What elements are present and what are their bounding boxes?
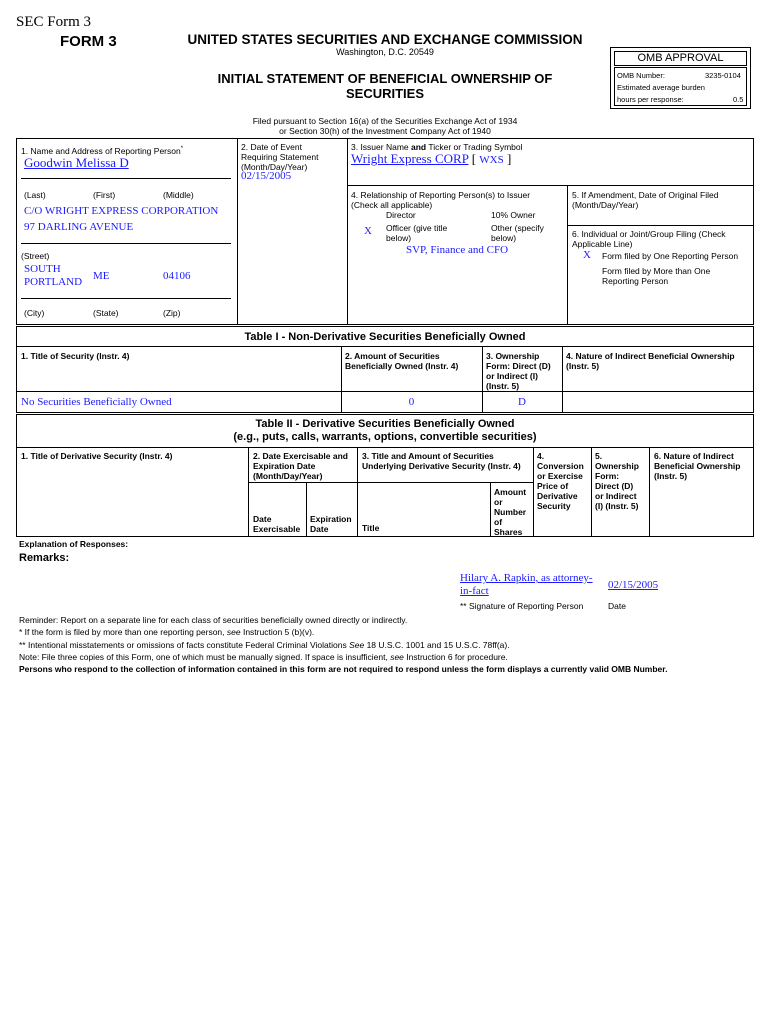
- officer-label-1: Officer (give title: [386, 223, 448, 233]
- box1-label-mark: *: [180, 146, 184, 152]
- t1-col4-line2: (Instr. 5): [566, 361, 600, 371]
- signature-date-label: Date: [608, 601, 626, 611]
- box4-label-1: 4. Relationship of Reporting Person(s) to Issuer: [351, 190, 531, 200]
- box6-label-2: Applicable Line): [572, 239, 633, 249]
- doc-title: SEC Form 3: [16, 14, 92, 30]
- more-label-1: Form filed by More than One: [602, 266, 711, 276]
- address-line-1: C/O WRIGHT EXPRESS CORPORATION: [24, 205, 219, 217]
- omb-hours-value: 0.5: [733, 95, 744, 104]
- box3-label: 3. Issuer Name and Ticker or Trading Symbol: [351, 142, 523, 152]
- box2-label-3: (Month/Day/Year): [241, 162, 308, 172]
- t2-col4-line2: Conversion: [537, 461, 584, 471]
- box2-label: [241, 142, 319, 172]
- omb-hours-label: hours per response:: [617, 95, 684, 104]
- other-option[interactable]: [491, 223, 544, 243]
- t2-sub-amount-line1: Amount: [494, 487, 527, 497]
- t2-col2-line1: 2. Date Exercisable and: [253, 451, 348, 461]
- t2-col6-line3: (Instr. 5): [654, 471, 688, 481]
- director-option[interactable]: Director: [386, 210, 416, 220]
- table-2-title-2: (e.g., puts, calls, warrants, options, convertible securities): [233, 431, 537, 443]
- zip-label: (Zip): [163, 308, 181, 318]
- omb-number-value: 3235-0104: [705, 71, 741, 80]
- t2-sub-amount-line3: Number: [494, 507, 527, 517]
- table-1-col-ownership: [486, 351, 551, 391]
- middle-label: (Middle): [163, 190, 194, 200]
- city-label: (City): [24, 308, 45, 318]
- agency-title: UNITED STATES SECURITIES AND EXCHANGE COMMISSION: [187, 32, 583, 47]
- street-label: (Street): [21, 251, 50, 261]
- table-1-row-title: No Securities Beneficially Owned: [21, 396, 172, 408]
- signature-name[interactable]: [460, 572, 593, 598]
- t2-col5-line1: 5.: [595, 451, 603, 461]
- table-2-sub-expiration: [310, 514, 352, 534]
- signature-line-1: Hilary A. Rapkin, as attorney-: [460, 572, 593, 584]
- one-person-checkmark: X: [583, 249, 591, 261]
- t2-col5-line4: Direct (D): [595, 481, 634, 491]
- officer-option[interactable]: [386, 223, 447, 243]
- bracket-open: [: [471, 151, 477, 166]
- issuer: [351, 151, 511, 167]
- footer-line-1: Reminder: Report on a separate line for each class of securities beneficially owned directly or indirectly.: [19, 615, 408, 625]
- t2-sub-exp-line1: Expiration: [310, 514, 352, 524]
- t2-col4-line4: Price of: [537, 481, 569, 491]
- one-person-option[interactable]: Form filed by One Reporting Person: [602, 251, 739, 261]
- t2-col2-line2: Expiration Date: [253, 461, 316, 471]
- box5-label-2: (Month/Day/Year): [572, 200, 639, 210]
- t2-col5-line3: Form:: [595, 471, 620, 481]
- signature-label: ** Signature of Reporting Person: [460, 601, 584, 611]
- city-line-2: PORTLAND: [24, 276, 83, 288]
- footer-line-5: Persons who respond to the collection of information contained in this form are not required to respond unless the form displays a currently valid OMB Number.: [19, 664, 668, 675]
- ten-percent-owner-option[interactable]: 10% Owner: [491, 210, 536, 220]
- table-2-col-title: 1. Title of Derivative Security (Instr. 4): [21, 451, 173, 461]
- officer-title: SVP, Finance and CFO: [405, 244, 509, 256]
- table-1-col-title: 1. Title of Security (Instr. 4): [21, 351, 130, 361]
- box6-label-1: 6. Individual or Joint/Group Filing (Check: [572, 229, 726, 239]
- table-2-title: [16, 418, 754, 444]
- t2-col5-line6: (I) (Instr. 5): [595, 501, 639, 511]
- remarks-label: Remarks:: [19, 552, 70, 564]
- table-2-col-ownership: [595, 451, 639, 511]
- table-2-sub-date-exercisable: [253, 514, 300, 534]
- box4-label: [351, 190, 530, 210]
- footer-notes: [19, 614, 667, 675]
- t2-col4-line5: Derivative: [537, 491, 578, 501]
- form-label: FORM 3: [60, 33, 117, 50]
- other-label-2: below): [491, 233, 517, 243]
- t2-col6-line1: 6. Nature of Indirect: [654, 451, 734, 461]
- t2-col4-line3: or Exercise: [537, 471, 583, 481]
- officer-checkmark: X: [364, 225, 372, 237]
- table-1-row-amount: 0: [408, 396, 415, 408]
- table-1-col-nature: [566, 351, 735, 371]
- city: [24, 263, 82, 289]
- box4-label-2: (Check all applicable): [351, 200, 433, 210]
- bracket-close: ]: [507, 151, 512, 166]
- table-1-row-form: D: [518, 396, 526, 408]
- first-label: (First): [93, 190, 116, 200]
- t1-col2-line1: 2. Amount of Securities: [345, 351, 440, 361]
- state: ME: [93, 270, 110, 282]
- t1-col3-line2: Form: Direct (D): [486, 361, 551, 371]
- t1-col2-line2: Beneficially Owned (Instr. 4): [345, 361, 459, 371]
- signature-line-2: in-fact: [460, 585, 489, 597]
- other-label-1: Other (specify: [491, 223, 544, 233]
- box5-label-1: 5. If Amendment, Date of Original Filed: [572, 190, 719, 200]
- table-2-title-1: Table II - Derivative Securities Beneficially Owned: [255, 418, 515, 430]
- t1-col4-line1: 4. Nature of Indirect Beneficial Ownership: [566, 351, 735, 361]
- event-date: 02/15/2005: [241, 170, 292, 182]
- t2-sub-exp-line2: Date: [310, 524, 329, 534]
- more-label-2: Reporting Person: [602, 276, 669, 286]
- more-persons-option[interactable]: [602, 266, 710, 286]
- officer-label-2: below): [386, 233, 412, 243]
- table-2-col-nature: [654, 451, 740, 481]
- filed-pursuant: [175, 116, 595, 136]
- last-label: (Last): [24, 190, 46, 200]
- box2-label-1: 2. Date of Event: [241, 142, 302, 152]
- t2-sub-amount-line2: or: [494, 497, 503, 507]
- omb-burden-label: Estimated average burden: [617, 83, 705, 92]
- t2-col4-line6: Security: [537, 501, 571, 511]
- filed-pursuant-line1: Filed pursuant to Section 16(a) of the Securities Exchange Act of 1934: [252, 116, 518, 126]
- table-1-title: Table I - Non-Derivative Securities Beneficially Owned: [244, 331, 526, 343]
- zip: 04106: [163, 270, 191, 282]
- t2-sub-amount-line4: of: [494, 517, 503, 527]
- table-2-col-conversion: [537, 451, 584, 511]
- footer-line-3: ** Intentional misstatements or omissions of facts constitute Federal Criminal Violations See 18 U.S.C. 1001 and 15 U.S.C. 78ff(a).: [19, 639, 510, 650]
- state-label: (State): [93, 308, 119, 318]
- omb-title: OMB APPROVAL: [614, 51, 747, 66]
- box6-label: [572, 229, 726, 249]
- t2-sub-date-line1: Date: [253, 514, 272, 524]
- reporting-person-name[interactable]: Goodwin Melissa D: [24, 155, 129, 170]
- table-1-col-amount: [345, 351, 458, 371]
- signature-date: 02/15/2005: [608, 579, 659, 591]
- table-2-col-underlying: 3. Title and Amount of Securities Underlying Derivative Security (Instr. 4): [362, 451, 521, 471]
- t2-col2-line3: (Month/Day/Year): [253, 471, 323, 481]
- address-line-2: 97 DARLING AVENUE: [24, 221, 134, 233]
- box5-label: [572, 190, 718, 210]
- t2-col4-line1: 4.: [537, 451, 545, 461]
- t2-col5-line2: Ownership: [595, 461, 639, 471]
- t2-col6-line2: Beneficial Ownership: [654, 461, 741, 471]
- omb-number-label: OMB Number:: [617, 71, 665, 80]
- table-2-col-dates: [253, 451, 348, 481]
- statement-title: INITIAL STATEMENT OF BENEFICIAL OWNERSHIP OF SECURITIES: [217, 71, 553, 101]
- t1-col3-line3: or Indirect (I): [486, 371, 538, 381]
- table-2-sub-amount: [494, 487, 526, 537]
- footer-line-4: Note: File three copies of this Form, one of which must be manually signed. If space is insufficient, see Instruction 6 for procedure.: [19, 651, 508, 662]
- t2-col5-line5: or Indirect: [595, 491, 637, 501]
- t1-col3-line1: 3. Ownership: [486, 351, 540, 361]
- explanation-label: Explanation of Responses:: [19, 539, 129, 549]
- footer-line-2: * If the form is filed by more than one reporting person, see Instruction 5 (b)(v).: [19, 627, 315, 638]
- t2-sub-amount-line5: Shares: [494, 527, 523, 537]
- t2-sub-date-line2: Exercisable: [253, 524, 301, 534]
- city-line-1: SOUTH: [24, 263, 61, 275]
- table-2-sub-title: Title: [362, 523, 380, 533]
- t1-col3-line4: (Instr. 5): [486, 381, 520, 391]
- box1-label: 1. Name and Address of Reporting Person*: [21, 145, 184, 156]
- filed-pursuant-line2: or Section 30(h) of the Investment Company Act of 1940: [279, 126, 491, 136]
- ticker-symbol: WXS: [479, 154, 504, 166]
- agency-location: Washington, D.C. 20549: [336, 47, 434, 57]
- issuer-name[interactable]: Wright Express CORP: [351, 151, 469, 166]
- box2-label-2: Requiring Statement: [241, 152, 319, 162]
